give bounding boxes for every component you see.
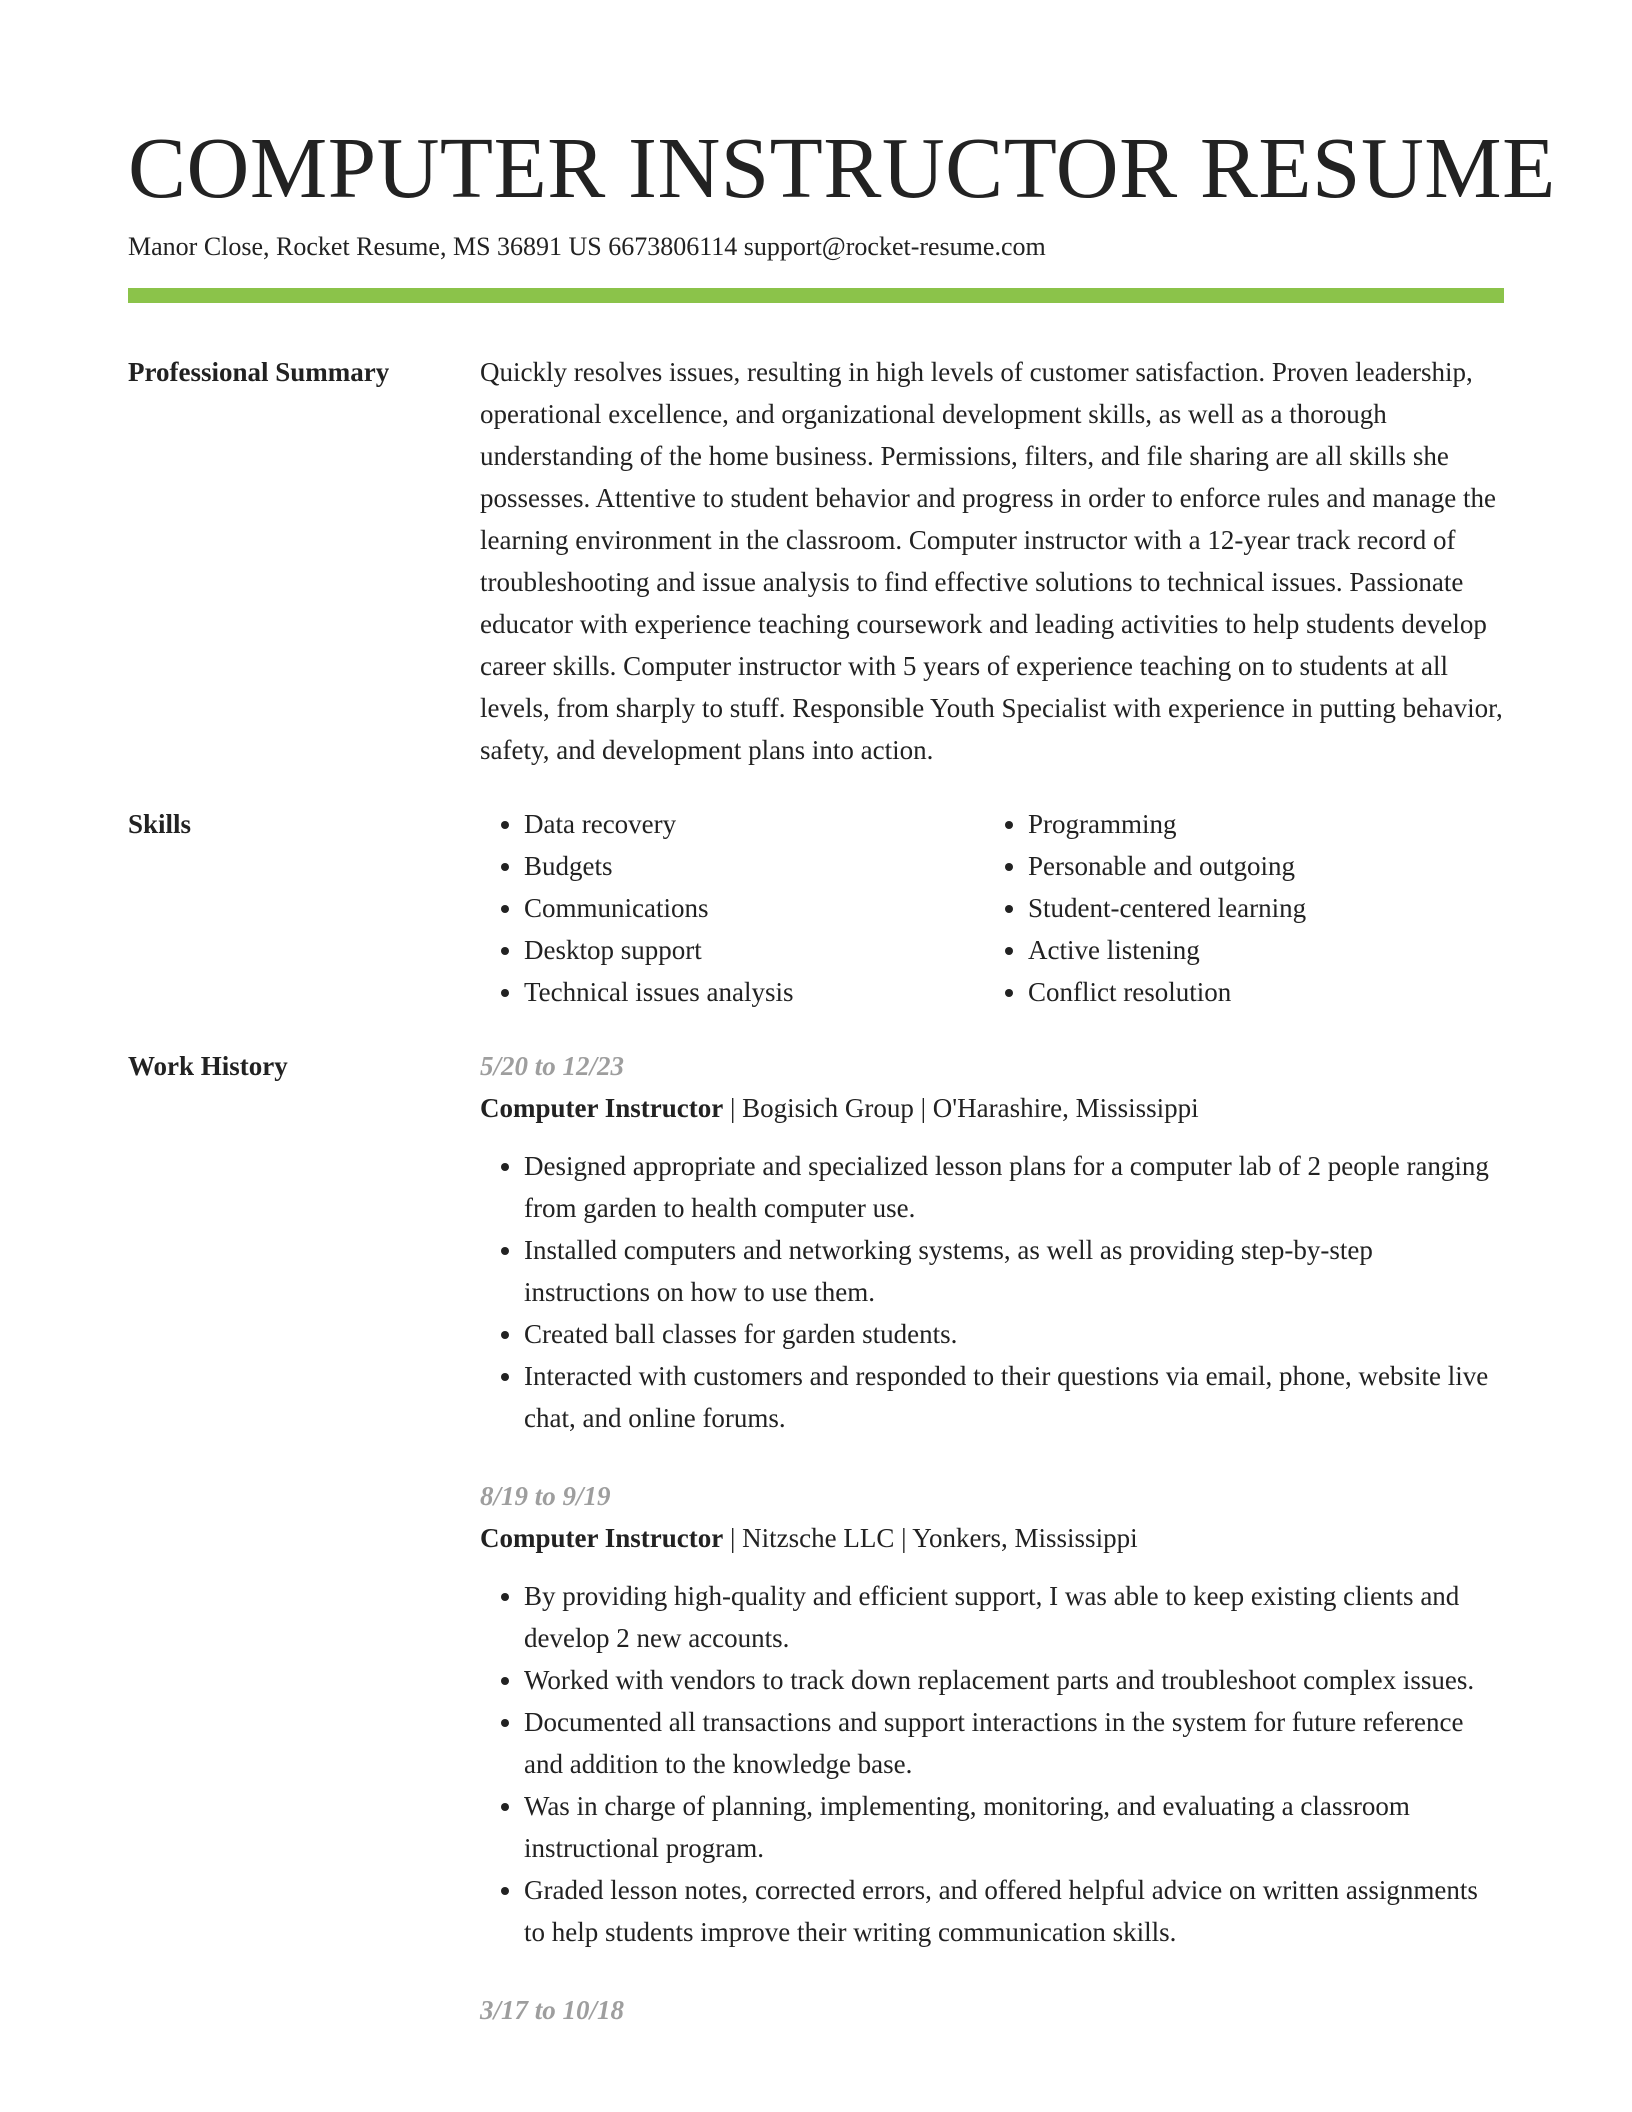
skills-list-right xyxy=(984,803,1488,1013)
job-details: | Nitzsche LLC | Yonkers, Mississippi xyxy=(723,1523,1138,1553)
resume-page xyxy=(128,0,1556,2031)
skill-item: • Student-centered learning xyxy=(1028,887,1488,929)
skill-item: • Communications xyxy=(524,887,984,929)
job-dates: 5/20 to 12/23 xyxy=(480,1051,625,1081)
job-bullet: • By providing high-quality and efficient support, I was able to keep existing clients and develop 2 new accounts. xyxy=(524,1575,1504,1659)
skills-columns xyxy=(480,803,1504,1013)
job-bullet: • Installed computers and networking systems, as well as providing step-by-step instructions on how to use them. xyxy=(524,1229,1504,1313)
summary-text: Quickly resolves issues, resulting in high levels of customer satisfaction. Proven leadership, operational excellence, and organizational development skills, as well as a thorough understanding of the home business. Permissions, filters, and file sharing are all skills she possesses. Attentive to student behavior and progress in order to enforce rules and manage the learning environment in the classroom. Computer instructor with a 12-year track record of troubleshooting and issue analysis to find effective solutions to technical issues. Passionate educator with experience teaching coursework and leading activities to help students develop career skills. Computer instructor with 5 years of experience teaching on to students at all levels, from sharply to stuff. Responsible Youth Specialist with experience in putting behavior, safety, and development plans into action. xyxy=(480,357,1503,765)
job-bullet: • Was in charge of planning, implementing, monitoring, and evaluating a classroom instructional program. xyxy=(524,1785,1504,1869)
job-bullet: • Interacted with customers and responded to their questions via email, phone, website live chat, and online forums. xyxy=(524,1355,1504,1439)
job-role: Computer Instructor xyxy=(480,1523,724,1553)
job-dates: 8/19 to 9/19 xyxy=(480,1481,611,1511)
job-role: Computer Instructor xyxy=(480,1093,724,1123)
skills-list-left xyxy=(480,803,984,1013)
accent-divider xyxy=(128,288,1504,303)
job-bullet: • Documented all transactions and support interactions in the system for future reference and addition to the knowledge base. xyxy=(524,1701,1504,1785)
resume-title: COMPUTER INSTRUCTOR RESUME xyxy=(128,119,1556,216)
job-entry xyxy=(480,1475,1504,1953)
job-bullet: • Worked with vendors to track down replacement parts and troubleshoot complex issues. xyxy=(524,1659,1504,1701)
job-bullet: • Created ball classes for garden students. xyxy=(524,1313,1504,1355)
job-bullet: • Designed appropriate and specialized lesson plans for a computer lab of 2 people ranging from garden to health computer use. xyxy=(524,1145,1504,1229)
skill-item: • Programming xyxy=(1028,803,1488,845)
job-bullets xyxy=(480,1145,1504,1439)
job-bullets xyxy=(480,1575,1504,1953)
work-history-section xyxy=(128,1045,1504,2031)
job-header xyxy=(480,1517,1504,1559)
skill-item: • Conflict resolution xyxy=(1028,971,1488,1013)
skills-body xyxy=(480,803,1504,1013)
summary-body xyxy=(480,351,1504,771)
job-header xyxy=(480,1087,1504,1129)
job-entry xyxy=(480,1045,1504,1439)
skill-item: • Technical issues analysis xyxy=(524,971,984,1013)
skill-item: • Data recovery xyxy=(524,803,984,845)
skill-item: • Active listening xyxy=(1028,929,1488,971)
job-entry xyxy=(480,1989,1504,2031)
summary-section xyxy=(128,351,1504,771)
skill-item: • Desktop support xyxy=(524,929,984,971)
job-dates: 3/17 to 10/18 xyxy=(480,1995,625,2025)
summary-heading: Professional Summary xyxy=(128,357,390,387)
work-history-heading: Work History xyxy=(128,1051,288,1081)
job-details: | Bogisich Group | O'Harashire, Mississippi xyxy=(723,1093,1199,1123)
skills-heading: Skills xyxy=(128,809,192,839)
skill-item: • Personable and outgoing xyxy=(1028,845,1488,887)
skill-item: • Budgets xyxy=(524,845,984,887)
job-bullet: • Graded lesson notes, corrected errors, and offered helpful advice on written assignments to help students improve their writing communication skills. xyxy=(524,1869,1504,1953)
work-history-body xyxy=(480,1045,1504,2031)
skills-section xyxy=(128,803,1504,1013)
contact-line: Manor Close, Rocket Resume, MS 36891 US 6673806114 support@rocket-resume.com xyxy=(128,232,1046,261)
